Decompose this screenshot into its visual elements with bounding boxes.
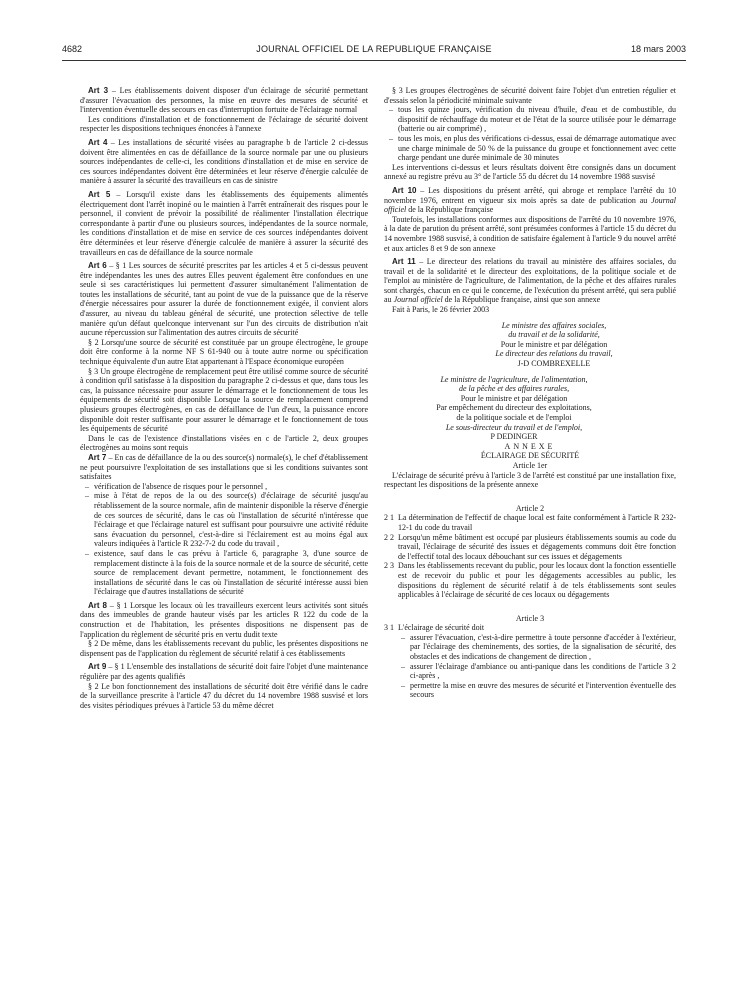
art8-paragraph-2: § 2 De même, dans les établissements recevant du public, les présentes dispositions ne dispensent pas de l'application du règlement de sécurité relatif à ces établissements	[80, 639, 368, 658]
item-text: Dans les établissements recevant du public, pour les locaux dont la fonction essentielle est de recevoir du public et pour les dégagements accessibles au public, les dispositions du règlement de sécurité relatif à de tels établissements sont seules applicables à l'éclairage de sécurité de ces locaux ou dégagements	[398, 561, 676, 600]
article-2-heading: Article 2	[515, 503, 545, 513]
annexe-title: ANNEXE	[504, 441, 556, 451]
article-label: Art 7	[88, 452, 107, 462]
art10-paragraph	[384, 186, 676, 215]
article-1-heading: Article 1er	[512, 460, 548, 470]
place-date: Fait à Paris, le 26 février 2003	[392, 305, 490, 315]
list-item: – vérification de l'absence de risques pour le personnel ,	[94, 482, 368, 492]
article-text: – Lorsqu'il existe dans les établissements des équipements alimentés électriquement dont l'arrêt inopiné ou le maintien à l'arrêt entraînerait des risques pour le personnel, il convient de prévoir la possibilité de réalimenter l'installation électrique correspondante à partir d'une ou plusieurs sources, indépendantes de la source normale, les conditions d'installation et de mise en service de ces sources indépendantes doivent être déterminées et leur réserve d'énergie calculée de manière à assurer la sécurité des travailleurs en cas de défaillance de la source normale	[80, 189, 369, 257]
numbered-item	[384, 513, 676, 532]
article-1-text: L'éclairage de sécurité prévu à l'article 3 de l'arrêté est constitué par une installation fixe, respectant les dispositions de la présente annexe	[384, 470, 676, 490]
list-item: – existence, sauf dans le cas prévu à l'article 6, paragraphe 3, d'une source de remplacement distincte à la fois de la source normale et de la source de sécurité, cette source de remplacement devant permettre, notamment, le fonctionnement des installations de sécurité dans le cas où l'installation de sécurité intéresse aussi bien l'éclairage que d'autres installations de sécurité	[94, 549, 368, 597]
art4-paragraph	[80, 138, 368, 186]
page-header	[62, 44, 686, 58]
numbered-item	[384, 561, 676, 599]
article-label: Art 8	[88, 600, 108, 610]
annexe-subtitle: ÉCLAIRAGE DE SÉCURITÉ	[480, 451, 580, 461]
list-item: – mise à l'état de repos de la ou des source(s) d'éclairage de sécurité jusqu'au rétablissement de la source normale, afin de maintenir disponible la réserve d'énergie de ces sources de sécurité, dans le cas où l'installation de sécurité n'intéresse que l'éclairage et que l'éclairage naturel est suffisant pour poursuivre une activité réduite sans évacuation du personnel, c'est-à-dire si l'éclairement est au moins égal aux valeurs indiquées à l'article R 232-7-2 du code du travail ,	[94, 491, 368, 549]
interventions-paragraph: Les interventions ci-dessus et leurs résultats doivent être consignés dans un document annexé au registre prévu au 3° de l'article 55 du décret du 14 novembre 1988 susvisé	[384, 162, 676, 182]
signatory-title: Le directeur des relations du travail,	[495, 349, 613, 359]
delegation-line: Pour le ministre et par délégation	[500, 339, 608, 349]
art3-paragraph-2: Les conditions d'installation et de fonctionnement de l'éclairage de sécurité doivent respecter les dispositions techniques énoncées à l'annexe	[80, 114, 368, 134]
item-number: 3 1	[384, 623, 394, 633]
item-text: La détermination de l'effectif de chaque local est faite conformément à l'article R 232-12-1 du code du travail	[398, 513, 676, 532]
article-text: de la République française, ainsi que son annexe	[442, 295, 601, 305]
signatory-name: J-D COMBREXELLE	[517, 359, 591, 369]
journal-name: Journal officiel	[384, 195, 676, 215]
art9-paragraph	[80, 662, 368, 681]
signature-block-2	[384, 375, 636, 442]
article-text: – § 1 Lorsque les locaux où les travailleurs exercent leurs activités sont situés dans des immeubles de grande hauteur visés par les articles R 122 du code de la construction et de l'habitation, les présentes dispositions ne dispensent pas de l'application du règlement de sécurité pris en vertu dudit texte	[80, 600, 369, 639]
article-text: – § 1 Les sources de sécurité prescrites par les articles 4 et 5 ci-dessus peuvent être indépendantes les unes des autres Elles peuvent également être confondues en une seule si ses caractéristiques lui permettent d'assurer simultanément l'alimentation de toutes les installations de sécurité, tant au point de vue de la puissance que de la réserve d'énergie nécessaires pour assurer la durée de fonctionnement exigée, il convient alors d'assurer, au niveau du tableau général de sécurité, une protection sélective de telle manière qu'un défaut quelconque intervenant sur l'un des circuits de distribution n'ait aucune répercussion sur l'alimentation des autres circuits de sécurité	[80, 261, 368, 338]
generator-checks-list	[384, 105, 676, 163]
toutefois-paragraph: Toutefois, les installations conformes aux dispositions de l'arrêté du 10 novembre 1976, à la date de parution du présent arrêté, sont présumées conformes à l'article 15 du décret du 14 novembre 1988 susvisé, à condition de satisfaire également à l'article 9 du nouvel arrêté et aux articles 8 et 9 de son annexe	[384, 214, 676, 253]
article-label: Art 4	[88, 137, 108, 147]
journal-title: JOURNAL OFFICIEL DE LA REPUBLIQUE FRANÇAISE	[256, 44, 492, 54]
article-text: – Les dispositions du présent arrêté, qui abroge et remplace l'arrêté du 10 novembre 1976, entrent en vigueur six mois après sa date de publication au	[384, 185, 676, 205]
signatory-title: de la pêche et des affaires rurales,	[458, 384, 570, 394]
signatory-title: Le ministre de l'agriculture, de l'alimentation,	[440, 374, 588, 384]
article-label: Art 6	[88, 261, 107, 271]
list-item: – tous les mois, en plus des vérifications ci-dessus, essai de démarrage automatique avec une charge minimale de 50 % de la puissance du groupe et fonctionnement avec cette charge pendant une durée minimale de 30 minutes	[398, 134, 676, 163]
article-text: – Les établissements doivent disposer d'un éclairage de sécurité permettant d'assurer l'évacuation des personnes, la mise en œuvre des mesures de sécurité et l'intervention éventuelle des secours en cas d'interruption fortuite de l'éclairage normal	[80, 86, 368, 115]
art6-paragraph	[80, 261, 368, 338]
list-item: – tous les quinze jours, vérification du niveau d'huile, d'eau et de combustible, du dispositif de réchauffage du moteur et de l'état de la source utilisée pour le démarrage (batterie ou air comprimé) ,	[398, 105, 676, 134]
art6-paragraph-2: § 2 Lorsqu'une source de sécurité est constituée par un groupe électrogène, le groupe doit être conforme à la norme NF S 61-940 ou à toute autre norme ou spécification technique équivalente d'un autre Etat appartenant à l'Espace économique européen	[80, 337, 368, 367]
art7-paragraph	[80, 453, 368, 482]
article-label: Art 11	[392, 257, 416, 267]
signatory-name: P DEDINGER	[490, 432, 538, 442]
page-number: 4682	[62, 44, 83, 54]
article-label: Art 3	[88, 86, 109, 95]
journal-name: Journal officiel	[393, 295, 443, 305]
article-label: Art 5	[88, 189, 111, 199]
right-column	[384, 86, 676, 700]
list-item: – assurer l'évacuation, c'est-à-dire permettre à toute personne d'accéder à l'extérieur, par l'éclairage des cheminements, des sorties, de la signalisation de sécurité, des obstacles et des indications de changement de direction ,	[410, 633, 676, 662]
signatory-title: Le sous-directeur du travail et de l'emploi,	[445, 422, 583, 432]
art11-paragraph	[384, 257, 676, 305]
article-text: – § 1 L'ensemble des installations de sécurité doit faire l'objet d'une maintenance régulière par des agents qualifiés	[80, 662, 368, 682]
delegation-line: Par empêchement du directeur des exploitations,	[436, 403, 592, 413]
signatory-title: Le ministre des affaires sociales,	[501, 320, 607, 330]
article-text: – En cas de défaillance de la ou des source(s) normale(s), le chef d'établissement ne peut poursuivre l'exploitation de ses installations que si les conditions suivantes sont satisfaites	[80, 452, 368, 482]
delegation-line: Pour le ministre et par délégation	[460, 393, 568, 403]
numbered-item	[384, 623, 676, 633]
left-column	[80, 86, 368, 710]
article-label: Art 9	[88, 662, 107, 672]
article-text: – Les installations de sécurité visées au paragraphe b de l'article 2 ci-dessus doivent être alimentées en cas de défaillance de la source normale par une ou plusieurs sources indépendantes de celle-ci, les conditions d'installation et de mise en service de ces sources indépendantes doivent être déterminées et leur réserve d'énergie calculée de manière à assurer la sécurité des travailleurs en cas de sinistre	[80, 137, 368, 186]
article-text: – Le directeur des relations du travail au ministère des affaires sociales, du travail et de la solidarité et le directeur des exploitations, de la politique sociale et de l'emploi au ministère de l'agriculture, de l'alimentation, de la pêche et des affaires rurales sont chargés, chacun en ce qui le concerne, de l'exécution du présent arrêté, qui sera publié au	[384, 257, 677, 305]
numbered-item	[384, 533, 676, 562]
article-label: Art 10	[392, 185, 417, 195]
item-text: L'éclairage de sécurité doit	[398, 623, 485, 633]
article-text: de la République française	[406, 205, 494, 215]
list-item: – permettre la mise en œuvre des mesures de sécurité et l'intervention éventuelle des secours	[410, 681, 676, 700]
art8-paragraph	[80, 601, 368, 639]
signatory-title: du travail et de la solidarité,	[508, 330, 600, 340]
art9-paragraph-3: § 3 Les groupes électrogènes de sécurité doivent faire l'objet d'un entretien régulier et d'essais selon la périodicité minimale suivante	[384, 86, 676, 105]
article-3-list	[384, 633, 676, 700]
item-number: 2 3	[384, 561, 394, 571]
delegation-line: de la politique sociale et de l'emploi	[456, 413, 572, 422]
art6-paragraph-4: Dans le cas de l'existence d'installations visées en c de l'article 2, deux groupes électrogènes au moins sont requis	[80, 433, 368, 453]
art6-paragraph-3: § 3 Un groupe électrogène de remplacement peut être utilisé comme source de sécurité à condition qu'il satisfasse à la disposition du paragraphe 2 ci-dessus et que, dans tous les cas, la puissance nécessaire pour assurer le démarrage et le fonctionnement de tous les équipements de sécurité soit disponible Lorsque la source de remplacement comprend plusieurs groupes électrogènes, en cas de défaillance de l'un d'eux, la puissance encore disponible doit rester suffisante pour assurer le démarrage et le fonctionnement de tous les équipements de sécurité	[80, 366, 368, 434]
article-3-heading: Article 3	[515, 613, 545, 623]
signature-block-1	[424, 321, 676, 369]
list-item: – assurer l'éclairage d'ambiance ou anti-panique dans les conditions de l'article 3 2 ci-après ,	[410, 662, 676, 681]
item-number: 2 1	[384, 513, 394, 523]
issue-date: 18 mars 2003	[630, 44, 686, 54]
art5-paragraph	[80, 190, 368, 257]
item-number: 2 2	[384, 532, 394, 542]
item-text: Lorsqu'un même bâtiment est occupé par plusieurs établissements soumis au code du travail, l'éclairage de sécurité des issues et dégagements communs doit être fonction de l'effectif total des locaux débouchant sur ces issues et dégagements	[398, 532, 676, 561]
art7-list	[80, 482, 368, 597]
art9-paragraph-2: § 2 Le bon fonctionnement des installations de sécurité doit être vérifié dans le cadre de la surveillance prescrite à l'article 47 du décret du 14 novembre 1988 susvisé et lors des visites périodiques prévues à l'article 53 du même décret	[80, 681, 368, 710]
art3-paragraph	[80, 86, 368, 115]
header-rule	[62, 60, 686, 61]
